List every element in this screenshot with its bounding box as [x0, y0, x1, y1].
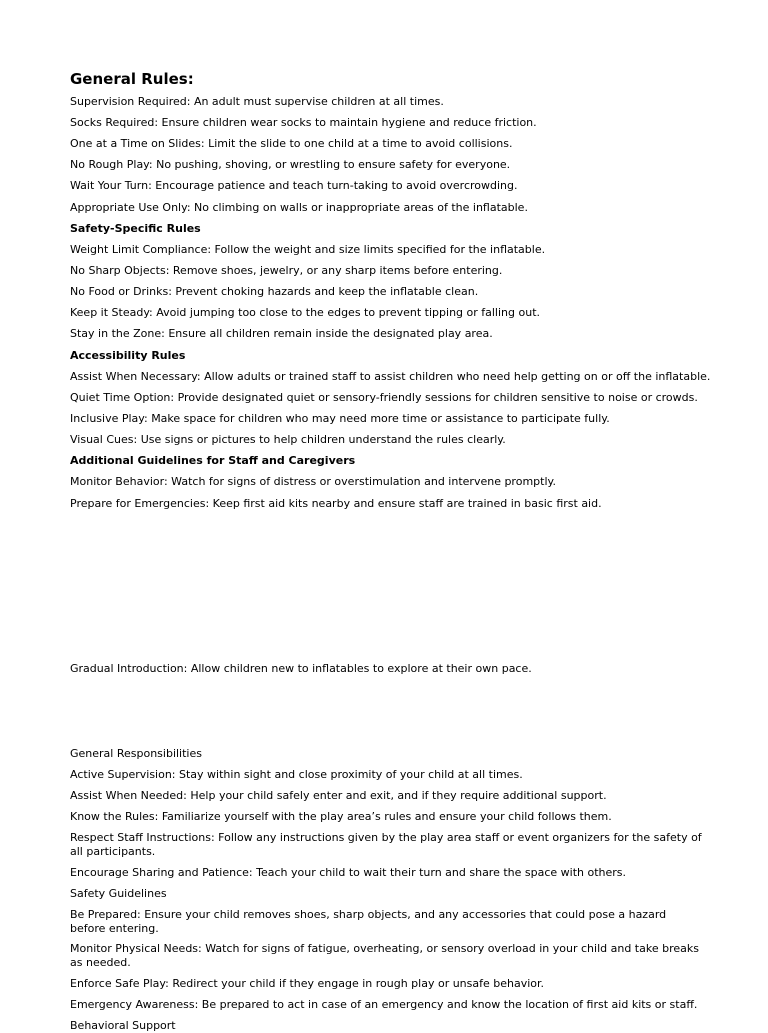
staff-guidelines-heading: Additional Guidelines for Staff and Caregivers [70, 454, 356, 467]
rule-stay-in-zone: Stay in the Zone: Ensure all children remain inside the designated play area. [70, 327, 493, 340]
document-title: General Rules: [70, 70, 194, 88]
rule-no-sharp-objects: No Sharp Objects: Remove shoes, jewelry, or any sharp items before entering. [70, 264, 503, 277]
rule-supervision-required: Supervision Required: An adult must supervise children at all times. [70, 95, 444, 108]
rule-no-food-drinks: No Food or Drinks: Prevent choking hazards and keep the inflatable clean. [70, 285, 479, 298]
safety-specific-heading: Safety-Specific Rules [70, 222, 201, 235]
document-page [70, 0, 711, 1032]
resp-active-supervision: Active Supervision: Stay within sight and close proximity of your child at all times. [70, 768, 523, 781]
accessibility-heading: Accessibility Rules [70, 349, 186, 362]
resp-encourage-sharing: Encourage Sharing and Patience: Teach your child to wait their turn and share the space with others. [70, 866, 627, 879]
guide-emergency-awareness: Emergency Awareness: Be prepared to act in case of an emergency and know the location of first aid kits or staff. [70, 998, 698, 1011]
rule-appropriate-use: Appropriate Use Only: No climbing on walls or inappropriate areas of the inflatable. [70, 201, 528, 214]
rule-one-at-a-time: One at a Time on Slides: Limit the slide to one child at a time to avoid collisions. [70, 137, 513, 150]
general-responsibilities-heading: General Responsibilities [70, 747, 202, 760]
rule-keep-it-steady: Keep it Steady: Avoid jumping too close to the edges to prevent tipping or falling out. [70, 306, 541, 319]
rule-gradual-introduction: Gradual Introduction: Allow children new to inflatables to explore at their own pace. [70, 662, 532, 675]
rule-wait-your-turn: Wait Your Turn: Encourage patience and teach turn-taking to avoid overcrowding. [70, 179, 518, 192]
rule-visual-cues: Visual Cues: Use signs or pictures to help children understand the rules clearly. [70, 433, 506, 446]
rule-socks-required: Socks Required: Ensure children wear socks to maintain hygiene and reduce friction. [70, 116, 537, 129]
guide-be-prepared: Be Prepared: Ensure your child removes shoes, sharp objects, and any accessories that could pose a hazard before entering. [70, 908, 667, 935]
rule-prepare-emergencies: Prepare for Emergencies: Keep first aid kits nearby and ensure staff are trained in basic first aid. [70, 497, 602, 510]
rule-inclusive-play: Inclusive Play: Make space for children who may need more time or assistance to participate fully. [70, 412, 610, 425]
rule-weight-limit: Weight Limit Compliance: Follow the weight and size limits specified for the inflatable. [70, 243, 546, 256]
resp-know-the-rules: Know the Rules: Familiarize yourself with the play area’s rules and ensure your child follows them. [70, 810, 612, 823]
rule-quiet-time: Quiet Time Option: Provide designated quiet or sensory-friendly sessions for children sensitive to noise or crowds. [70, 391, 698, 404]
safety-guidelines-heading: Safety Guidelines [70, 887, 167, 900]
rule-monitor-behavior: Monitor Behavior: Watch for signs of distress or overstimulation and intervene promptly. [70, 475, 556, 488]
resp-respect-staff: Respect Staff Instructions: Follow any instructions given by the play area staff or event organizers for the safety of all participants. [70, 831, 702, 858]
behavioral-support-heading: Behavioral Support [70, 1019, 176, 1032]
rule-no-rough-play: No Rough Play: No pushing, shoving, or wrestling to ensure safety for everyone. [70, 158, 511, 171]
rule-assist-when-necessary: Assist When Necessary: Allow adults or trained staff to assist children who need help getting on or off the inflatable. [70, 370, 711, 383]
guide-monitor-physical: Monitor Physical Needs: Watch for signs of fatigue, overheating, or sensory overload in your child and take breaks as needed. [70, 942, 699, 969]
resp-assist-when-needed: Assist When Needed: Help your child safely enter and exit, and if they require additional support. [70, 789, 607, 802]
guide-enforce-safe-play: Enforce Safe Play: Redirect your child if they engage in rough play or unsafe behavior. [70, 977, 545, 990]
